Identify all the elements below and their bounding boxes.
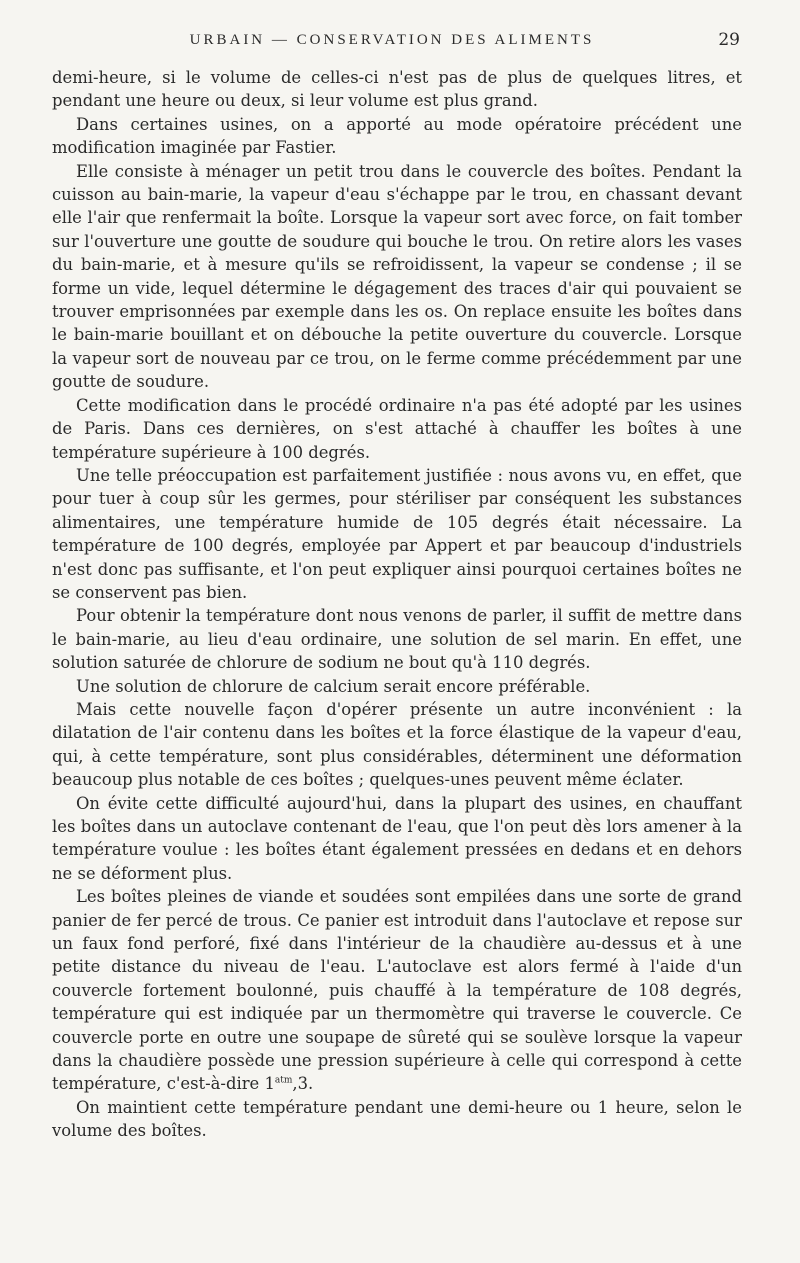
paragraph-9: On évite cette difficulté aujourd'hui, dans la plupart des usines, en chauffant les boîtes dans un autoclave contenant de l'eau, que l'on peut dès lors amener à la température voulue : les boîtes étant également pressées en dedans et en dehors ne se déforment plus.	[52, 793, 742, 883]
paragraph-5: Une telle préoccupation est parfaitement justifiée : nous avons vu, en effet, que pour tuer à coup sûr les germes, pour stériliser par conséquent les substances alimentaires, une température humide de 105 degrés était nécessaire. La température de 100 degrés, employée par Appert et par beaucoup d'industriels n'est donc pas suffisante, et l'on peut expliquer ainsi pourquoi certaines boîtes ne se conservent pas bien.	[52, 465, 742, 602]
paragraph-10	[52, 885, 742, 1096]
running-title: URBAIN — CONSERVATION DES ALIMENTS	[189, 32, 595, 48]
paragraph-2: Dans certaines usines, on a apporté au mode opératoire précédent une modification imaginée par Fastier.	[52, 114, 742, 158]
body-text	[52, 66, 742, 1143]
paragraph-3: Elle consiste à ménager un petit trou dans le couvercle des boîtes. Pendant la cuisson au bain-marie, la vapeur d'eau s'échappe par le trou, en chassant devant elle l'air que renfermait la boîte. Lorsque la vapeur sort avec force, on fait tomber sur l'ouverture une goutte de soudure qui bouche le trou. On retire alors les vases du bain-marie, et à mesure qu'ils se refroidissent, la vapeur se condense ; il se forme un vide, lequel détermine le dégagement des traces d'air qui pouvaient se trouver emprisonnées par exemple dans les os. On replace ensuite les boîtes dans le bain-marie bouillant et on débouche la petite ouverture du couvercle. Lorsque la vapeur sort de nouveau par ce trou, on le ferme comme précédemment par une goutte de soudure.	[52, 161, 742, 392]
page-number: 29	[718, 30, 740, 50]
paragraph-8: Mais cette nouvelle façon d'opérer présente un autre inconvénient : la dilatation de l'air contenu dans les boîtes et la force élastique de la vapeur d'eau, qui, à cette température, sont plus considérables, déterminent une déformation beaucoup plus notable de ces boîtes ; quelques-unes peuvent même éclater.	[52, 699, 742, 790]
atm-superscript: atm	[274, 1076, 293, 1086]
running-head	[52, 30, 740, 54]
paragraph-10-tail: ,3.	[292, 1074, 314, 1094]
paragraph-4: Cette modification dans le procédé ordinaire n'a pas été adopté par les usines de Paris. Dans ces dernières, on s'est attaché à chauffer les boîtes à une température supérieure à 100 degrés.	[52, 395, 742, 462]
paragraph-10-text: Les boîtes pleines de viande et soudées sont empilées dans une sorte de grand panier de fer percé de trous. Ce panier est introduit dans l'autoclave et repose sur un faux fond perforé, fixé dans l'intérieur de la chaudière au-dessus et à une petite distance du niveau de l'eau. L'autoclave est alors fermé à l'aide d'un couvercle fortement boulonné, puis chauffé à la température de 108 degrés, température qui est indiquée par un thermomètre qui traverse le couvercle. Ce couvercle porte en outre une soupape de sûreté qui se soulève lorsque la vapeur dans la chaudière possède une pression supérieure à celle qui correspond à cette température, c'est-à-dire 1	[52, 887, 742, 1094]
paragraph-1: demi-heure, si le volume de celles-ci n'est pas de plus de quelques litres, et pendant une heure ou deux, si leur volume est plus grand.	[52, 68, 742, 111]
paragraph-11: On maintient cette température pendant une demi-heure ou 1 heure, selon le volume des boîtes.	[52, 1097, 742, 1141]
paragraph-7: Une solution de chlorure de calcium serait encore préférable.	[76, 676, 591, 696]
paragraph-6: Pour obtenir la température dont nous venons de parler, il suffit de mettre dans le bain-marie, au lieu d'eau ordinaire, une solution de sel marin. En effet, une solution saturée de chlorure de sodium ne bout qu'à 110 degrés.	[52, 606, 742, 673]
